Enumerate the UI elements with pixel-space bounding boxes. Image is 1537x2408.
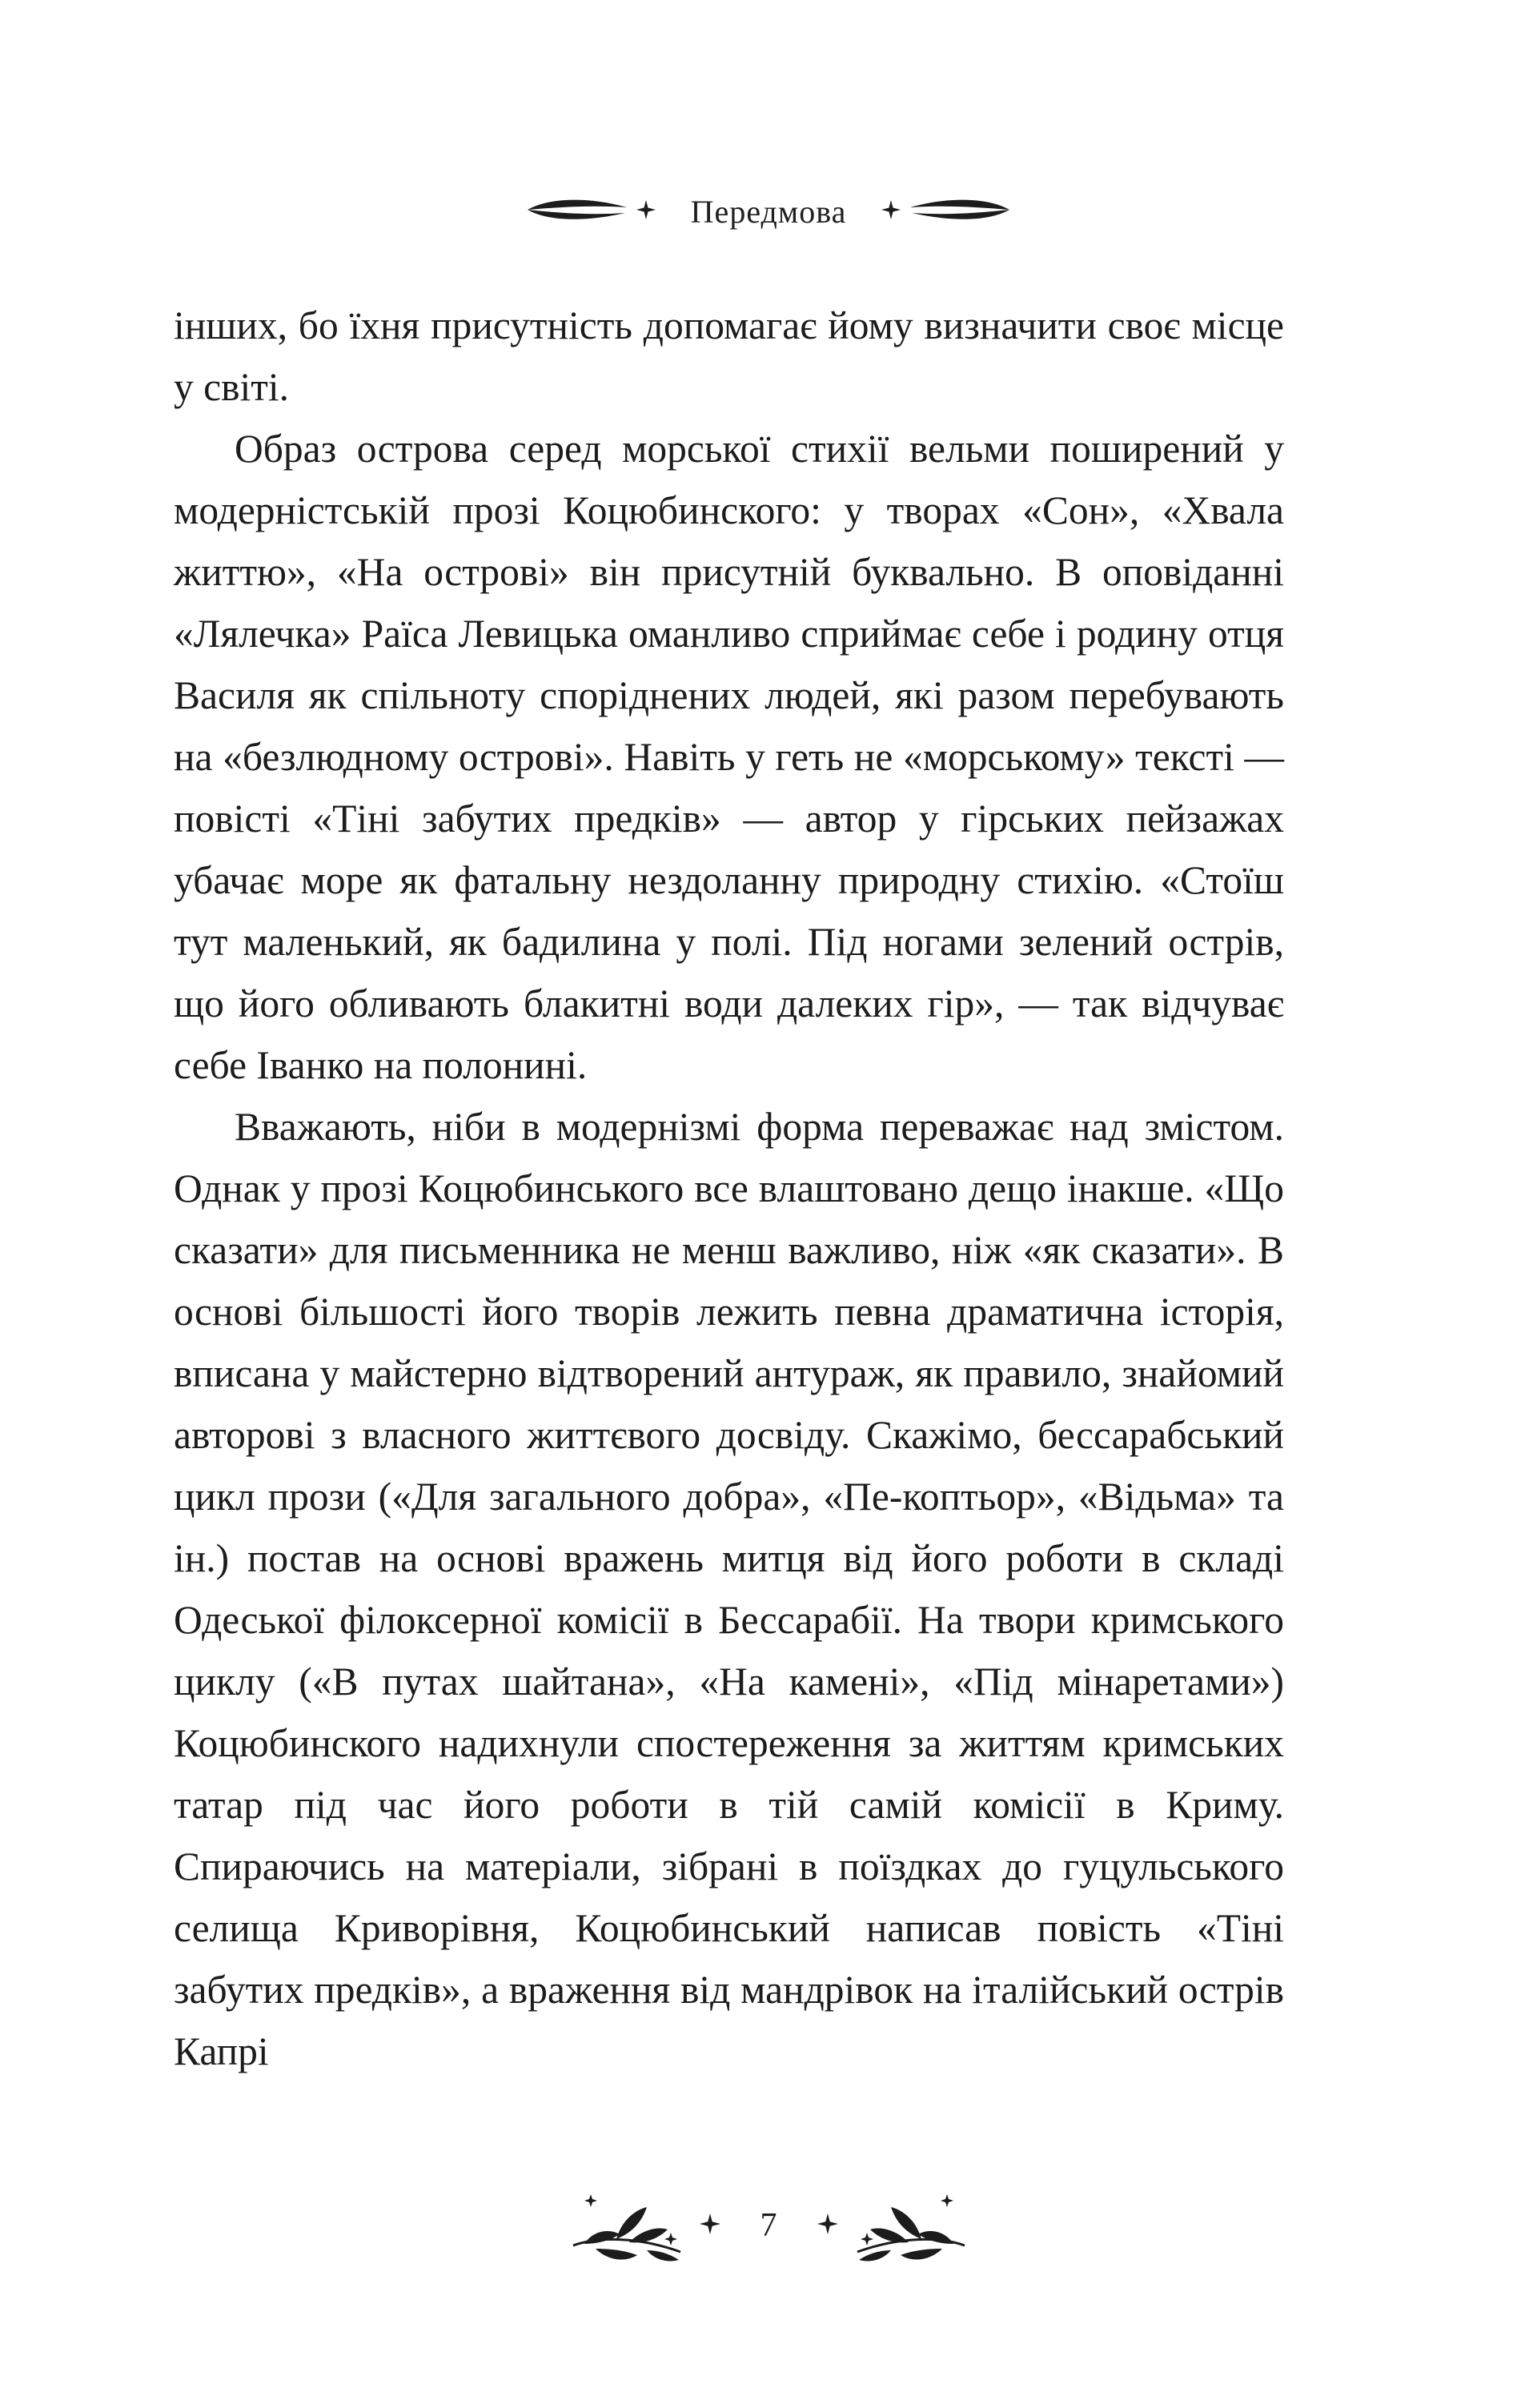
body-text	[174, 295, 1284, 2082]
running-title: Передмова	[690, 193, 847, 230]
paragraph: Вважають, ніби в модернізмі форма переважає над змістом. Однак у прозі Коцюбинського все влаштовано дещо інакше. «Що сказати» для письменника не менш важливо, ніж «як сказати». В основі більшості його творів лежить певна драматична історія, вписана у майстерно відтворений антураж, як правило, знайомий авторові з власного життєвого досвіду. Скажімо, бессарабський цикл прози («Для загального добра», «Пе-коптьор», «Відьма» та ін.) постав на основі вражень митця від його роботи в складі Одеської філоксерної комісії в Бессарабії. На твори кримського циклу («В путах шайтана», «На камені», «Під мінаретами») Коцюбинского надихнули спостереження за життям кримських татар під час його роботи в тій самій комісії в Криму. Спираючись на матеріали, зібрані в поїздках до гуцульського селища Криворівня, Коцюбинський написав повість «Тіні забутих предків», а враження від мандрівок на італійський острів Капрі	[174, 1105, 1284, 2073]
running-header	[0, 183, 1537, 240]
four-point-star-icon	[817, 2213, 838, 2238]
leaf-ornament-icon	[526, 194, 628, 230]
paragraph: Образ острова серед морської стихії вельми поширений у модерністській прозі Коцюбинского: у творах «Сон», «Хвала життю», «На острові» він присутній буквально. В оповіданні «Лялечка» Раїса Левицька оманливо сприймає себе і родину отця Василя як спільноту споріднених людей, які разом перебувають на «безлюдному острові». Навіть у геть не «морському» тексті — повісті «Тіні забутих предків» — автор у гірських пейзажах убачає море як фатальну нездоланну природну стихію. «Стоїш тут маленький, як бадилина у полі. Під ногами зелений острів, що його обливають блакитні води далеких гір», — так відчуває себе Іванко на полонині.	[174, 427, 1284, 1087]
four-point-star-icon	[700, 2213, 720, 2238]
sprig-ornament-icon	[849, 2180, 969, 2272]
sprig-ornament-icon	[568, 2180, 688, 2272]
paragraph: інших, бо їхня присутність допомагає йому визначити своє місце у світі.	[174, 303, 1284, 409]
page-footer	[0, 2173, 1537, 2278]
page-number: 7	[760, 2207, 777, 2244]
four-point-star-icon	[636, 200, 656, 223]
leaf-ornament-icon	[909, 194, 1011, 230]
four-point-star-icon	[881, 200, 901, 223]
